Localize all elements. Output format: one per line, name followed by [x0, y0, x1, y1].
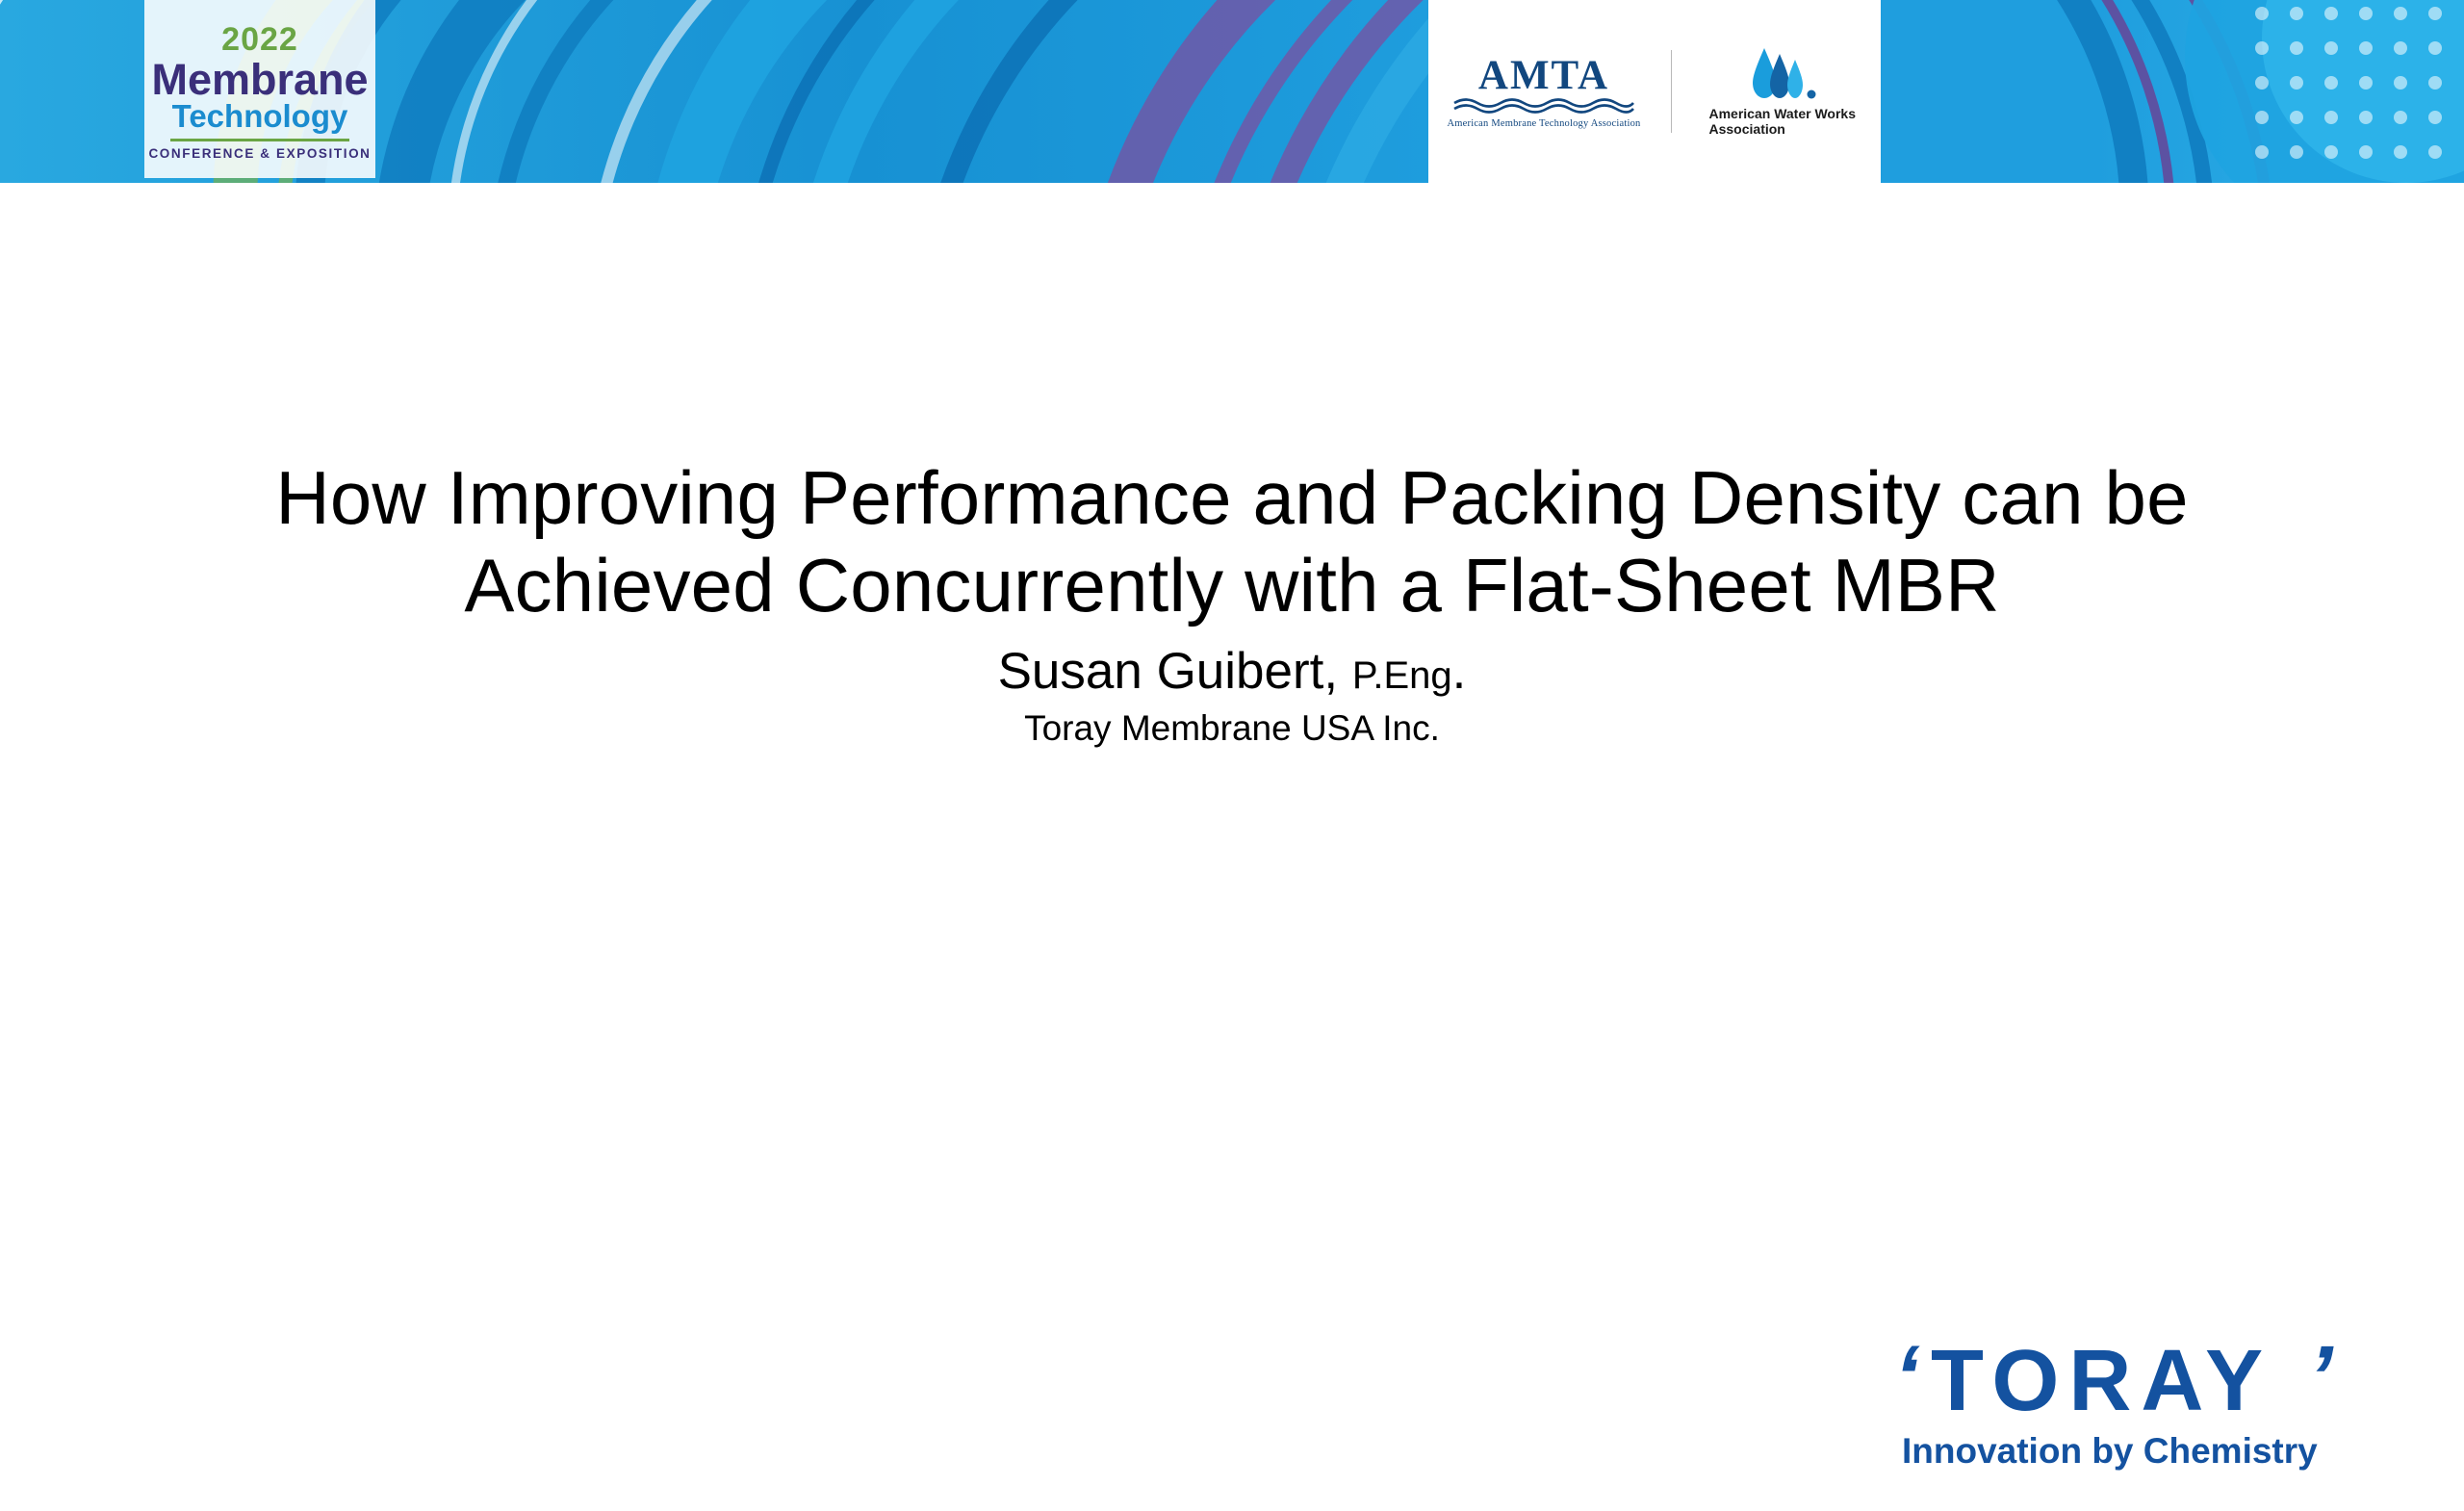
presenter-credential-period: .: [1451, 642, 1467, 700]
membrane-technology-conference-logo: [144, 0, 375, 178]
presenter-line: [192, 644, 2272, 700]
awwa-droplet-icon: [1747, 46, 1818, 102]
conference-logo-divider: [170, 139, 349, 141]
toray-wordmark-graphic: [1886, 1319, 2368, 1482]
amta-wordmark: AMTA: [1477, 52, 1610, 98]
presenter-affiliation: Toray Membrane USA Inc.: [1024, 707, 1440, 748]
conference-logo-membrane: Membrane: [151, 55, 369, 105]
amta-subtitle: American Membrane Technology Association: [1447, 117, 1641, 129]
logo-divider: [1671, 50, 1672, 133]
svg-text:‘: ‘: [1894, 1328, 1919, 1426]
conference-year: 2022: [221, 21, 298, 59]
toray-logo: [1886, 1319, 2368, 1511]
svg-text:Innovation by Chemistry: Innovation by Chemistry: [1902, 1431, 2318, 1471]
conference-logo-subtitle: CONFERENCE & EXPOSITION: [148, 145, 372, 161]
conference-banner: [0, 0, 2464, 183]
slide-title: How Improving Performance and Packing Density can be Achieved Concurrently with a Flat-Sheet MBR: [275, 455, 2189, 628]
title-block: [192, 454, 2272, 748]
slide-content-area: [0, 183, 2464, 1471]
presenter-name: Susan Guibert,: [997, 642, 1339, 700]
svg-text:’: ’: [2308, 1328, 2333, 1426]
svg-text:TORAY: TORAY: [1931, 1333, 2273, 1429]
presenter-credential: P.Eng: [1351, 653, 1452, 697]
amta-logo: [1438, 52, 1650, 129]
association-logos: [1428, 0, 1881, 183]
awwa-name-line2: Association: [1708, 120, 1785, 137]
amta-waves-icon: [1452, 98, 1635, 114]
conference-logo-technology: Technology: [171, 97, 348, 134]
awwa-logo: [1693, 46, 1871, 137]
awwa-name: [1702, 107, 1863, 137]
awwa-name-line1: American Water Works: [1708, 105, 1856, 121]
